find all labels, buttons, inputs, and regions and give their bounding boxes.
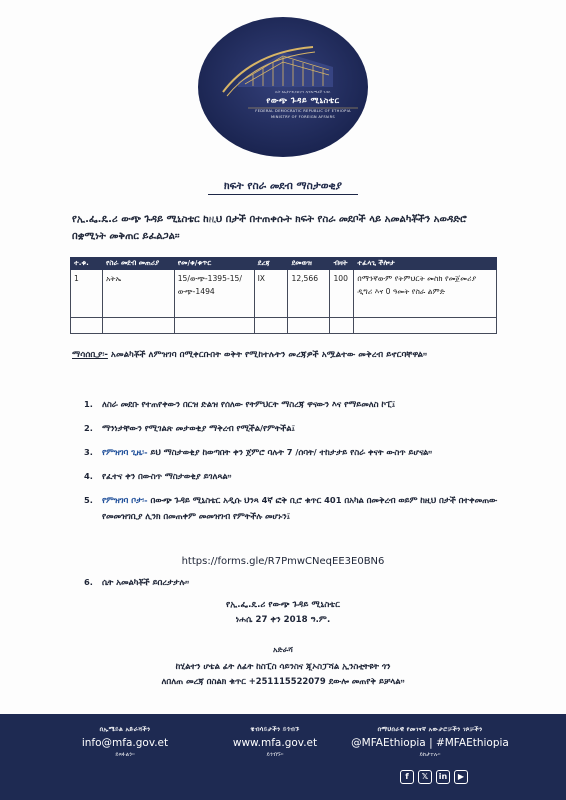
- cell-salary: 12,566: [288, 270, 330, 318]
- list-number: 3.: [84, 447, 93, 457]
- list-text: ማንነታቸውን የሚገልጽ መታወቂያ ማቅረብ የሚችል/የምትችል፤: [102, 423, 295, 433]
- intro-paragraph: የኢ.ፌ.ዴ.ሪ ውጭ ጉዳይ ሚኒስቴር ከዚህ በታች በተጠቀሱት ክፍት የስራ መደቦች ላይ አመልካቾችን አወዳድሮ በቋሚነት መቅጠር ይፈልጋል።: [72, 214, 467, 242]
- footer-bar: [0, 714, 566, 800]
- list-item: [84, 492, 504, 524]
- header-quantity: ብዛት: [330, 258, 354, 270]
- requirements-list: [84, 396, 504, 532]
- footer-web-sub: ይጎብኙ።: [266, 752, 284, 758]
- footer-web-label: ዌብሳይታችን ይጎብኙ: [250, 726, 300, 733]
- header-requirement: ተፈላጊ ችሎታ: [354, 258, 497, 270]
- x-icon[interactable]: 𝕏: [418, 770, 432, 784]
- cell-requirement: በማንኛውም የትምህርት መስክ የመጀመሪያ ዲግሪ እና 0 ዓመት የስራ ልምድ: [354, 270, 497, 318]
- registration-form-link[interactable]: https://forms.gle/R7PmwCNeqEE3E0BN6: [181, 556, 385, 567]
- footer-social-sub: ይከታተሉ።: [419, 752, 441, 758]
- header-salary: ደመወዝ: [288, 258, 330, 270]
- logo-emblem: [183, 12, 383, 162]
- list-lead: የምዝገባ ጊዜ፡-: [102, 447, 148, 457]
- list-number: 4.: [84, 471, 93, 481]
- list-item: [84, 420, 504, 436]
- cell-number: 1: [71, 270, 103, 318]
- table-row-empty: [71, 318, 497, 334]
- address-line-1: ከሂልተን ሆቴል ፊት ለፊት ከስፒስ ሳይንስና ጂኦስፓሻል ኢንስቲትዩት ጎን: [175, 661, 391, 671]
- header-number: ተ.ቁ.: [71, 258, 103, 270]
- list-text: ይህ ማስታወቂያ ከወጣበት ቀን ጀምሮ ባሉት 7 /ሰባት/ ተከታታይ የስራ ቀናት ውስጥ ይሆናል።: [147, 447, 433, 457]
- cell-code: 15/ውጭ-1395-15/ውጭ-1494: [174, 270, 254, 318]
- footer-social-handle[interactable]: @MFAEthiopia | #MFAEthiopia: [351, 737, 509, 749]
- address-label: አድራሻ: [273, 645, 293, 654]
- note-text: አመልካቾች ለምዝገባ በሚቀርቡበት ወቅት የሚከተሉትን መረጃዎች አሟልተው መቅረብ ይኖርባቸዋል።: [110, 350, 428, 360]
- list-number: 5.: [84, 495, 93, 505]
- facebook-icon[interactable]: f: [400, 770, 414, 784]
- header-grade: ደረጃ: [254, 258, 288, 270]
- list-number: 2.: [84, 423, 93, 433]
- logo-amharic-name: የውጭ ጉዳይ ሚኒስቴር: [266, 96, 340, 105]
- signature-organization: የኢ.ፌ.ዴ.ሪ የውጭ ጉዳይ ሚኒስቴር: [226, 600, 340, 610]
- table-header-row: [71, 258, 497, 270]
- ministry-logo: [183, 12, 383, 162]
- list-number: 6.: [84, 577, 93, 587]
- footer-web-link[interactable]: www.mfa.gov.et: [232, 737, 318, 749]
- cell-grade: IX: [254, 270, 288, 318]
- announcement-title: ክፍት የስራ መደብ ማስታወቂያ: [224, 180, 342, 192]
- logo-english-line-2: MINISTRY OF FOREIGN AFFAIRS: [270, 115, 336, 119]
- list-lead: የምዝገባ ቦታ፡-: [102, 495, 148, 505]
- list-text: በውጭ ጉዳይ ሚኒስቴር አዲሱ ህንጻ 4ኛ ፎቅ ቢሮ ቁጥር 401 በአካል በመቅረብ ወይም ከዚህ በታች በተቀመጠው የመመዝገቢያ ሊንክ በመጠቀም መመዝገብ የምትችሉ መሆኑን፤: [102, 495, 497, 521]
- footer-email-block: [60, 726, 190, 759]
- footer-email-link[interactable]: info@mfa.gov.et: [81, 737, 169, 749]
- list-number: 1.: [84, 399, 93, 409]
- signature-date: ነሐሴ 27 ቀን 2018 ዓ.ም.: [235, 615, 331, 625]
- table-row: [71, 270, 497, 318]
- cell-quantity: 100: [330, 270, 354, 318]
- list-item: [84, 396, 504, 412]
- footer-email-label: በኢሜይል አድራሻችን: [99, 726, 151, 733]
- list-text: ሴት አመልካቾች ይበረታታሉ።: [102, 577, 190, 587]
- vacancy-table: [70, 257, 497, 334]
- social-icons: [400, 770, 468, 784]
- logo-small-line: ቤት ለኢትዮጵያውያን ዲፕሎማቶች ጉዳይ: [275, 90, 331, 94]
- list-text: የፈተና ቀን በውስጥ ማስታወቂያ ይገለጻል።: [102, 471, 232, 481]
- list-item: [84, 468, 504, 484]
- address-line-2: ለበለጠ መረጃ በስልክ ቁጥር +251115522079 ደውሎ መጠየቅ ይቻላል።: [161, 676, 405, 686]
- note-paragraph: [72, 347, 502, 363]
- footer-social-block: [345, 726, 515, 759]
- cell-position: አትኤ: [102, 270, 174, 318]
- title-underline: [208, 194, 358, 195]
- list-text: ለስራ መደቡ የተጠየቀውን በርዝ ድልዝ የሰለው የትምህርት ማስረጃ ዋናውን እና የማይመለስ ኮፒ፤: [102, 399, 396, 409]
- footer-web-block: [205, 726, 345, 759]
- linkedin-icon[interactable]: in: [436, 770, 450, 784]
- footer-email-sub: ይጻፉልን።: [115, 752, 135, 758]
- youtube-icon[interactable]: ▶: [454, 770, 468, 784]
- logo-english-line-1: FEDERAL DEMOCRATIC REPUBLIC OF ETHIOPIA: [255, 109, 351, 113]
- footer-social-label: በማህበራዊ የመገናኛ አውታሮቻችን ገጾቻችን: [377, 726, 483, 733]
- header-position: የስራ መደብ መጠሪያ: [102, 258, 174, 270]
- list-item: [84, 444, 504, 460]
- list-item: [84, 577, 189, 588]
- header-code: የመ/ቁ/ቁጥር: [174, 258, 254, 270]
- note-label: ማሳሰቢያ፡-: [72, 350, 108, 360]
